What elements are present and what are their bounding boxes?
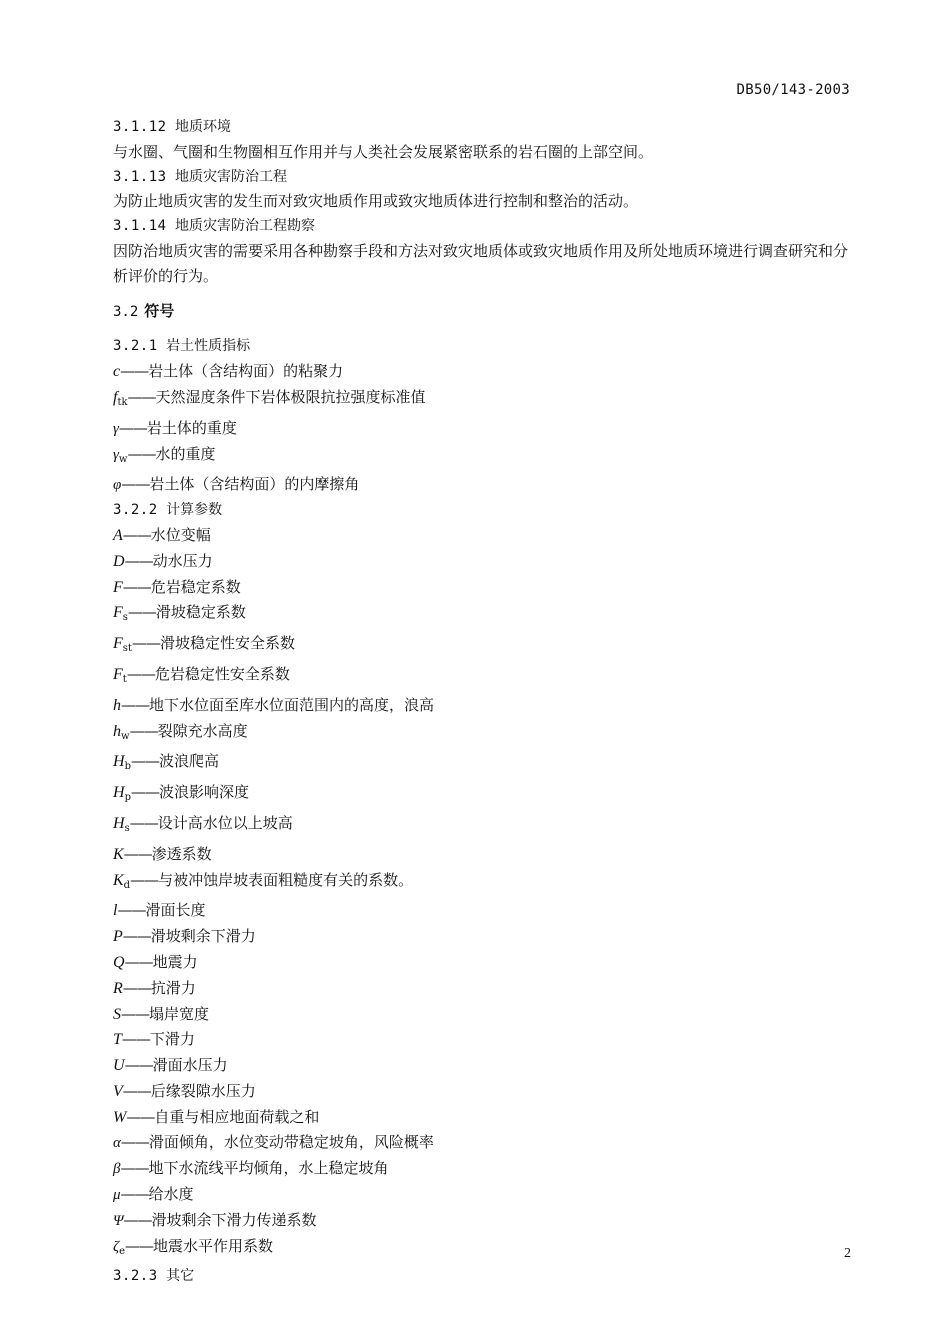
symbol: ζ xyxy=(113,1238,120,1255)
symbol: F xyxy=(113,604,123,622)
symbol: α xyxy=(113,1135,121,1152)
em-dash: —— xyxy=(130,783,159,802)
symbol-entry xyxy=(113,662,853,693)
term-definition: 为防止地质灾害的发生而对致灾地质作用或致灾地质体进行控制和整治的活动。 xyxy=(113,192,639,211)
em-dash: —— xyxy=(122,577,151,596)
symbol-description: 危岩稳定系数 xyxy=(150,577,241,596)
subsection-title: 其它 xyxy=(166,1268,195,1285)
symbol-entry xyxy=(113,416,853,442)
em-dash: —— xyxy=(126,1107,155,1126)
symbol-entry xyxy=(113,976,853,1002)
symbol: P xyxy=(113,928,123,946)
symbol-description: 地下水流线平均倾角，水上稳定坡角 xyxy=(148,1159,389,1178)
symbol-entry xyxy=(113,780,853,811)
symbol-entry xyxy=(113,600,853,631)
symbol-entry xyxy=(113,575,853,601)
symbol-description: 后缘裂隙水压力 xyxy=(150,1081,256,1100)
term-heading xyxy=(113,115,853,140)
symbol-description: 岩土体（含结构面）的粘聚力 xyxy=(148,362,344,381)
em-dash: —— xyxy=(127,603,156,622)
symbol-subscript: p xyxy=(124,792,131,804)
em-dash: —— xyxy=(121,1030,150,1049)
subsection-heading-3-2-1 xyxy=(113,334,853,359)
symbol: F xyxy=(113,578,123,596)
symbol-entry xyxy=(113,1234,853,1265)
symbol-subscript: t xyxy=(122,673,127,685)
symbol-subscript: st xyxy=(122,643,132,655)
symbol-entry xyxy=(113,1053,853,1079)
em-dash: —— xyxy=(121,1004,149,1023)
symbol: H xyxy=(113,814,125,832)
symbol-entry xyxy=(113,868,853,899)
symbol: K xyxy=(113,845,124,863)
term-3-1-13 xyxy=(113,165,853,215)
symbol-entry xyxy=(113,1208,853,1234)
symbol-subscript: s xyxy=(124,822,130,834)
em-dash: —— xyxy=(124,551,153,570)
symbol-list-soil-properties xyxy=(113,359,853,498)
em-dash: —— xyxy=(118,418,147,437)
symbol-entry xyxy=(113,842,853,868)
em-dash: —— xyxy=(124,952,153,971)
symbol-entry xyxy=(113,385,853,416)
symbol-description: 波浪影响深度 xyxy=(158,783,249,802)
symbol: c xyxy=(113,363,121,381)
symbol-description: 自重与相应地面荷载之和 xyxy=(154,1107,320,1126)
em-dash: —— xyxy=(131,634,160,653)
symbol-description: 塌岸宽度 xyxy=(149,1004,210,1023)
term-heading xyxy=(113,165,853,190)
symbol: φ xyxy=(113,477,122,494)
symbol-description: 地震力 xyxy=(152,952,198,971)
symbol-entry xyxy=(113,442,853,473)
subsection-number: 3.2.2 xyxy=(113,502,158,519)
symbol-subscript: w xyxy=(121,730,130,742)
symbol-subscript: s xyxy=(122,612,128,624)
symbol-entry xyxy=(113,749,853,780)
symbol: U xyxy=(113,1057,125,1075)
symbol-entry xyxy=(113,1182,853,1208)
symbol: S xyxy=(113,1005,121,1023)
section-heading-3-2 xyxy=(113,299,853,325)
em-dash: —— xyxy=(127,444,156,463)
symbol-subscript: tk xyxy=(117,396,128,408)
symbol-description: 抗滑力 xyxy=(150,978,196,997)
em-dash: —— xyxy=(124,1056,153,1075)
symbol: h xyxy=(113,696,121,714)
symbol-description: 滑面长度 xyxy=(145,901,206,920)
em-dash: —— xyxy=(120,1185,149,1204)
symbol-entry xyxy=(113,359,853,385)
term-3-1-12 xyxy=(113,115,853,165)
symbol-entry xyxy=(113,898,853,924)
symbol: D xyxy=(113,552,125,570)
symbol-entry xyxy=(113,1130,853,1156)
symbol-description: 设计高水位以上坡高 xyxy=(157,813,293,832)
symbol-subscript: b xyxy=(124,761,131,773)
em-dash: —— xyxy=(120,362,149,381)
symbol-description: 给水度 xyxy=(148,1185,194,1204)
symbol-description: 地震水平作用系数 xyxy=(153,1236,274,1255)
symbol-description: 动水压力 xyxy=(152,551,213,570)
em-dash: —— xyxy=(121,695,149,714)
symbol-description: 下滑力 xyxy=(149,1030,195,1049)
symbol: f xyxy=(113,388,118,406)
symbol-description: 岩土体（含结构面）的内摩擦角 xyxy=(149,475,360,494)
em-dash: —— xyxy=(121,475,150,494)
symbol-subscript: w xyxy=(118,453,128,465)
symbol-entry xyxy=(113,549,853,575)
symbol-description: 与被冲蚀岸坡表面粗糙度有关的系数。 xyxy=(158,870,414,889)
symbol-entry xyxy=(113,472,853,498)
symbol-entry xyxy=(113,719,853,750)
symbol: A xyxy=(113,526,123,544)
symbol: l xyxy=(113,902,118,920)
term-title: 地质环境 xyxy=(175,119,232,135)
symbol-description: 滑坡稳定性安全系数 xyxy=(159,634,295,653)
symbol-description: 滑坡剩余下滑力传递系数 xyxy=(151,1210,317,1229)
term-heading xyxy=(113,214,853,239)
symbol-list-calculation-parameters xyxy=(113,523,853,1265)
page-body xyxy=(113,115,853,1289)
term-title: 地质灾害防治工程勘察 xyxy=(175,218,316,235)
symbol-description: 滑面水压力 xyxy=(152,1056,228,1075)
symbol-subscript: e xyxy=(119,1245,125,1257)
em-dash: —— xyxy=(122,525,151,544)
symbol: K xyxy=(113,871,124,889)
section-number: 3.2 xyxy=(113,303,139,320)
symbol: γ xyxy=(113,446,119,463)
term-number: 3.1.13 xyxy=(113,168,167,185)
symbol: h xyxy=(113,722,121,740)
em-dash: —— xyxy=(123,844,152,863)
symbol: Ψ xyxy=(113,1212,124,1229)
term-number: 3.1.12 xyxy=(113,119,167,135)
symbol: F xyxy=(113,635,123,653)
symbol-subscript: d xyxy=(123,879,131,891)
symbol-description: 天然湿度条件下岩体极限抗拉强度标准值 xyxy=(155,387,426,406)
symbol-description: 岩土体的重度 xyxy=(146,418,237,437)
subsection-heading-3-2-2 xyxy=(113,498,853,523)
term-definition: 因防治地质灾害的需要采用各种勘察手段和方法对致灾地质体或致灾地质作用及所处地质环境进行调查研究和分析评价的行为。 xyxy=(113,241,849,285)
em-dash: —— xyxy=(130,870,159,889)
subsection-number: 3.2.3 xyxy=(113,1268,158,1285)
term-definition: 与水圈、气圈和生物圈相互作用并与人类社会发展紧密联系的岩石圈的上部空间。 xyxy=(113,142,654,161)
symbol-description: 渗透系数 xyxy=(151,844,212,863)
symbol-entry xyxy=(113,523,853,549)
symbol-entry xyxy=(113,693,853,719)
symbol: Q xyxy=(113,953,125,971)
symbol-description: 波浪爬高 xyxy=(158,752,219,771)
subsection-number: 3.2.1 xyxy=(113,338,158,355)
symbol: W xyxy=(113,1108,127,1126)
symbol-description: 滑坡稳定系数 xyxy=(155,603,246,622)
symbol-entry xyxy=(113,811,853,842)
subsection-heading-3-2-3 xyxy=(113,1264,853,1289)
em-dash: —— xyxy=(123,1210,152,1229)
symbol-description: 滑坡剩余下滑力 xyxy=(150,927,256,946)
symbol-description: 水位变幅 xyxy=(150,525,211,544)
em-dash: —— xyxy=(129,721,158,740)
symbol-entry xyxy=(113,1079,853,1105)
symbol-entry xyxy=(113,1105,853,1131)
symbol-description: 水的重度 xyxy=(155,444,216,463)
symbol-entry xyxy=(113,1156,853,1182)
symbol-description: 地下水位面至库水位面范围内的高度，浪高 xyxy=(149,695,435,714)
em-dash: —— xyxy=(122,1081,151,1100)
em-dash: —— xyxy=(126,664,155,683)
em-dash: —— xyxy=(120,1159,149,1178)
symbol-entry xyxy=(113,924,853,950)
symbol: F xyxy=(113,665,123,683)
page-number: 2 xyxy=(844,1246,851,1261)
term-title: 地质灾害防治工程 xyxy=(175,168,288,185)
subsection-title: 计算参数 xyxy=(166,502,223,519)
symbol-entry xyxy=(113,1027,853,1053)
symbol: β xyxy=(113,1161,121,1178)
symbol: R xyxy=(113,979,123,997)
symbol: T xyxy=(113,1031,122,1049)
symbol: γ xyxy=(113,420,119,437)
em-dash: —— xyxy=(125,1236,153,1255)
term-3-1-14 xyxy=(113,214,853,288)
em-dash: —— xyxy=(129,813,158,832)
symbol: μ xyxy=(113,1187,121,1204)
symbol-entry xyxy=(113,1002,853,1028)
symbol-entry xyxy=(113,631,853,662)
em-dash: —— xyxy=(122,978,151,997)
symbol: H xyxy=(113,753,125,771)
document-code: DB50/143-2003 xyxy=(736,82,850,98)
term-number: 3.1.14 xyxy=(113,218,167,235)
em-dash: —— xyxy=(120,1133,149,1152)
em-dash: —— xyxy=(122,927,151,946)
symbol-description: 危岩稳定性安全系数 xyxy=(154,664,290,683)
em-dash: —— xyxy=(117,901,146,920)
em-dash: —— xyxy=(127,387,156,406)
symbol-entry xyxy=(113,950,853,976)
section-title: 符号 xyxy=(144,301,175,320)
symbol-description: 裂隙充水高度 xyxy=(157,721,248,740)
symbol: H xyxy=(113,784,125,802)
symbol: V xyxy=(113,1082,123,1100)
em-dash: —— xyxy=(130,752,159,771)
symbol-description: 滑面倾角，水位变动带稳定坡角，风险概率 xyxy=(148,1133,434,1152)
subsection-title: 岩土性质指标 xyxy=(166,338,251,355)
